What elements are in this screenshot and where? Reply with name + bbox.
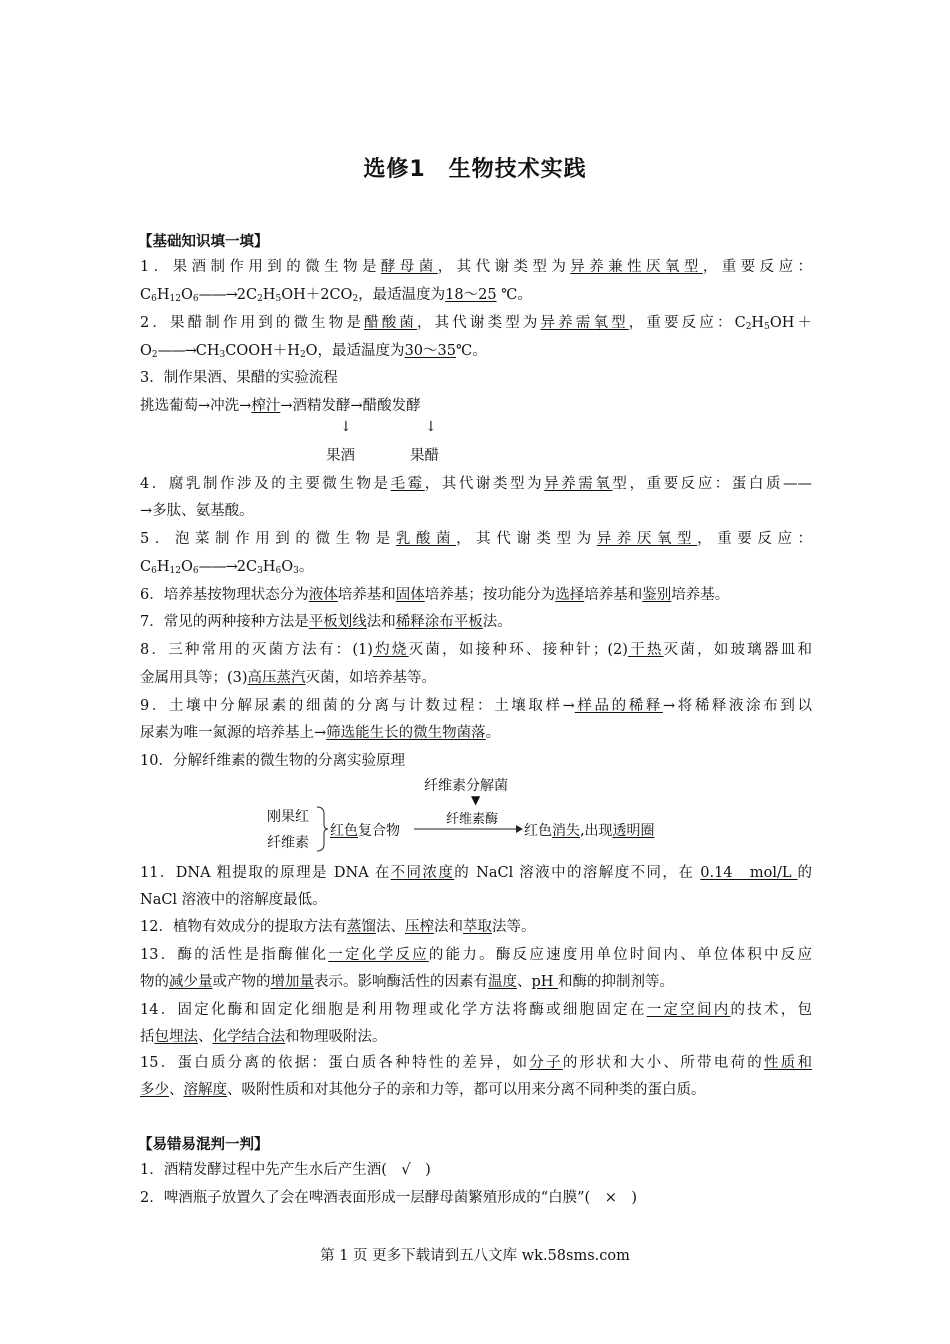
item-4-line-1: 4．腐乳制作涉及的主要微生物是毛霉，其代谢类型为异养需氧型，重要反应：蛋白质—— xyxy=(140,476,813,492)
diagram-arrow-label: 纤维素酶 xyxy=(446,812,499,827)
item-2-line-2: $O_2——\to CH_3COOH+H_2O$，最适温度为30～35℃。 xyxy=(140,343,487,360)
down-arrow-icon: ▼ xyxy=(471,793,481,807)
item-4-line-2: →多肽、氨基酸。 xyxy=(140,503,254,519)
item-11-line-1: 11．DNA 粗提取的原理是 DNA 在不同浓度的 NaCl 溶液中的溶解度不同，在 0.14 mol/L 的 xyxy=(140,865,812,881)
judge-item-1: 1．酒精发酵过程中先产生水后产生酒( √ ) xyxy=(140,1162,431,1178)
item-7-line-1: 7．常见的两种接种方法是平板划线法和稀释涂布平板法。 xyxy=(140,614,512,630)
right-arrow-icon xyxy=(412,822,524,836)
diagram-top-label: 纤维素分解菌 xyxy=(424,778,508,794)
section-heading-basic: 【基础知识填一填】 xyxy=(138,234,269,250)
item-8-line-2: 金属用具等；(3)高压蒸汽灭菌，如培养基等。 xyxy=(140,670,437,686)
section-heading-judge: 【易错易混判一判】 xyxy=(138,1137,269,1153)
item-9-line-2: 尿素为唯一氮源的培养基上→筛选能生长的微生物菌落。 xyxy=(140,725,501,741)
judge-item-2: 2．啤酒瓶子放置久了会在啤酒表面形成一层酵母菌繁殖形成的“白膜”( × ) xyxy=(140,1190,638,1206)
diagram-left-label-1: 刚果红 xyxy=(267,809,309,825)
page-title: 选修1 生物技术实践 xyxy=(363,157,587,182)
item-13-line-2: 物的减少量或产物的增加量表示。影响酶活性的因素有温度、pH 和酶的抑制剂等。 xyxy=(140,974,675,990)
item-2-line-1: 2．果醋制作用到的微生物是醋酸菌，其代谢类型为异养需氧型，重要反应：$C_2H_5OH+$ xyxy=(140,315,812,332)
item-13-line-1: 13．酶的活性是指酶催化一定化学反应的能力。酶反应速度用单位时间内、单位体积中反应 xyxy=(140,947,813,963)
flow-output-vinegar: 果醋 xyxy=(410,448,439,464)
diagram-result: 红色消失,出现透明圈 xyxy=(524,823,655,839)
diagram-complex: 红色复合物 xyxy=(330,823,400,839)
item-14-line-2: 括包埋法、化学结合法和物理吸附法。 xyxy=(140,1029,387,1045)
item-15-line-1: 15．蛋白质分离的依据：蛋白质各种特性的差异，如分子的形状和大小、所带电荷的性质和 xyxy=(140,1055,812,1071)
item-9-line-1: 9．土壤中分解尿素的细菌的分离与计数过程：土壤取样→样品的稀释→将稀释液涂布到以 xyxy=(140,698,813,714)
item-11-line-2: NaCl 溶液中的溶解度最低。 xyxy=(140,892,327,908)
down-arrow-icon: ↓ xyxy=(340,419,352,435)
item-8-line-1: 8．三种常用的灭菌方法有：(1)灼烧灭菌，如接种环、接种针；(2)干热灭菌，如玻璃器皿和 xyxy=(140,642,813,658)
diagram-left-label-2: 纤维素 xyxy=(267,835,309,851)
item-5-line-2: $C_6H_{12}O_6——\to 2C_3H_6O_3$。 xyxy=(140,559,314,576)
item-3-line-1: 3．制作果酒、果醋的实验流程 xyxy=(140,370,338,386)
item-10-line-1: 10．分解纤维素的微生物的分离实验原理 xyxy=(140,753,405,769)
item-5-line-1: 5．泡菜制作用到的微生物是乳酸菌，其代谢类型为异养厌氧型，重要反应： xyxy=(140,531,813,547)
item-15-line-2: 多少、溶解度、吸附性质和对其他分子的亲和力等，都可以用来分离不同种类的蛋白质。 xyxy=(140,1082,706,1098)
flow-chart-line: 挑选葡萄→冲洗→榨汁→酒精发酵→醋酸发酵 xyxy=(140,398,421,414)
page-footer: 第 1 页 更多下载请到五八文库 wk.58sms.com xyxy=(320,1248,630,1264)
brace-icon xyxy=(315,806,329,852)
item-1-line-2: $C_6H_{12}O_6——\to 2C_2H_5OH+2CO_2$，最适温度为18～25 ℃。 xyxy=(140,287,532,304)
item-14-line-1: 14．固定化酶和固定化细胞是利用物理或化学方法将酶或细胞固定在一定空间内的技术，包 xyxy=(140,1002,813,1018)
item-6-line-1: 6．培养基按物理状态分为液体培养基和固体培养基；按功能分为选择培养基和鉴别培养基。 xyxy=(140,587,730,603)
flow-output-wine: 果酒 xyxy=(326,448,355,464)
down-arrow-icon: ↓ xyxy=(425,419,437,435)
item-12-line-1: 12．植物有效成分的提取方法有蒸馏法、压榨法和萃取法等。 xyxy=(140,919,536,935)
item-1-line-1: 1．果酒制作用到的微生物是酵母菌，其代谢类型为异养兼性厌氧型，重要反应： xyxy=(140,259,813,275)
